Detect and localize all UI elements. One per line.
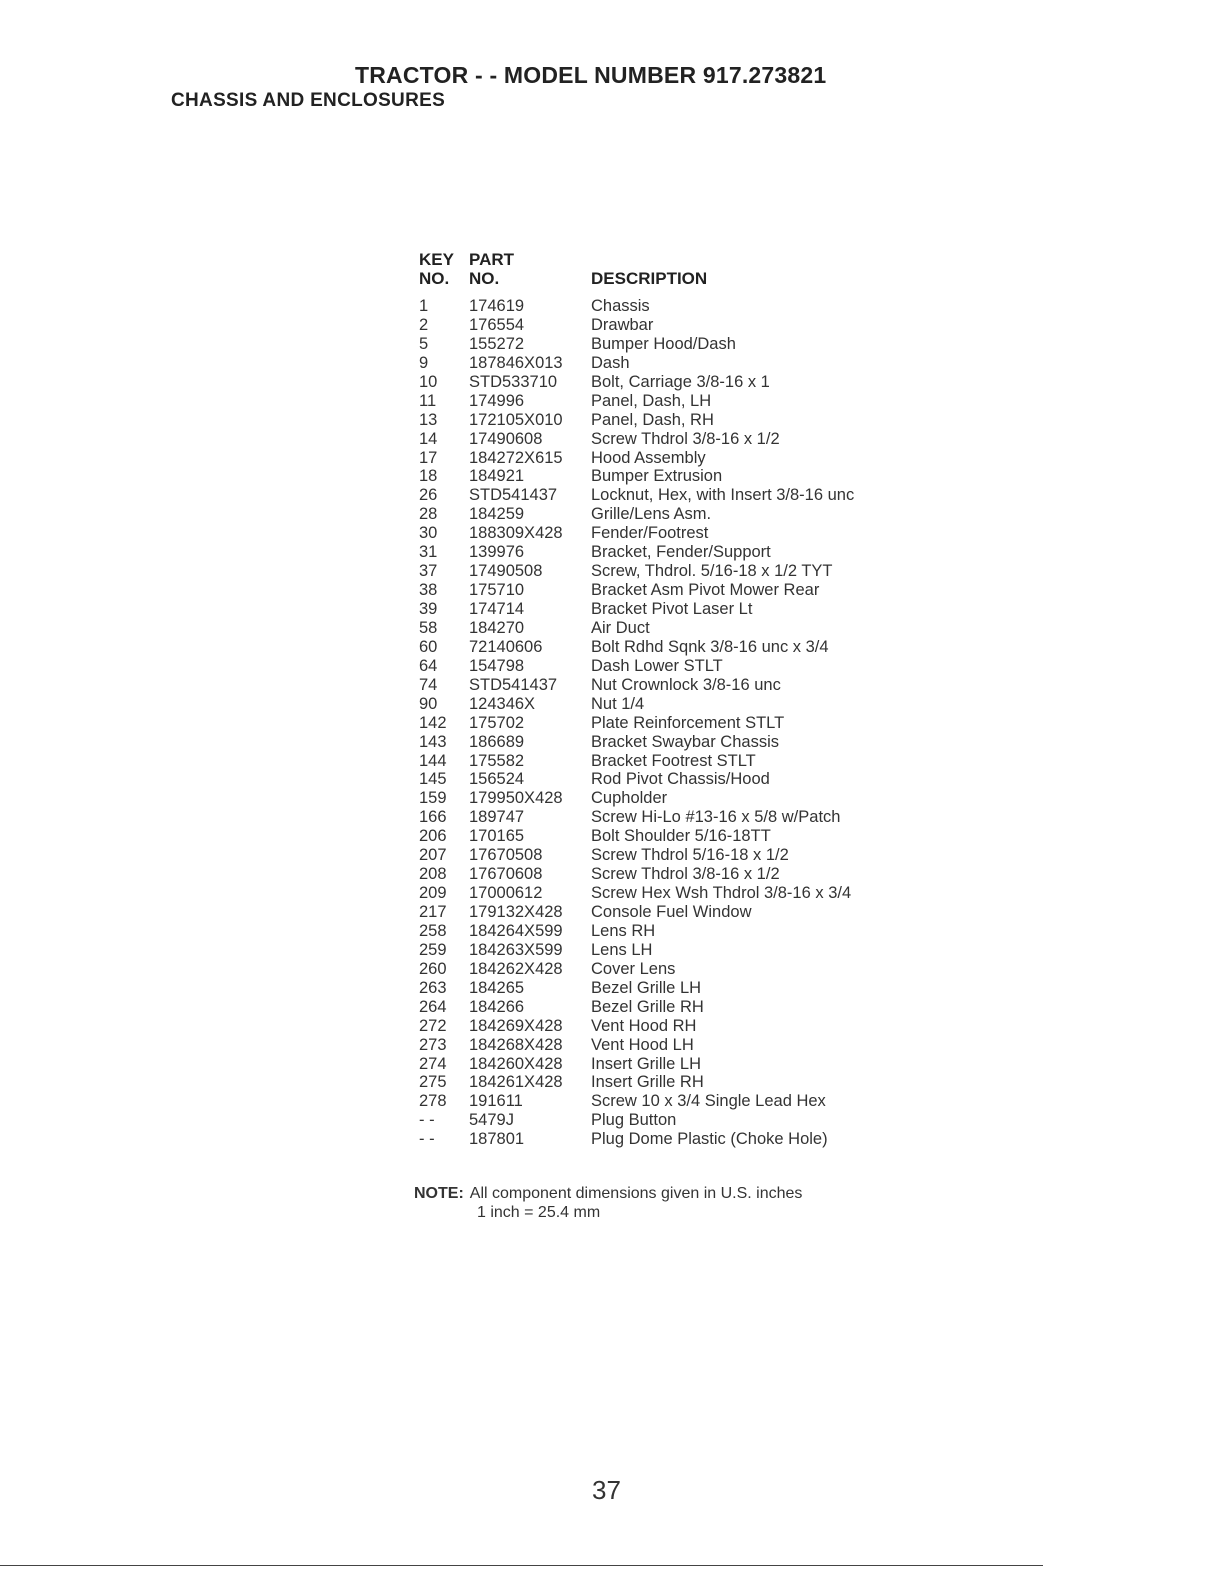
part-column-header-line1: PART — [469, 250, 515, 269]
description-column-header: DESCRIPTION — [591, 269, 708, 288]
part-description: Dash Lower STLT — [591, 656, 723, 675]
part-number: 174619 — [469, 297, 525, 315]
note — [414, 1184, 803, 1221]
part-number: 139976 — [469, 543, 525, 562]
part-description: Cover Lens — [591, 959, 676, 978]
part-number: 184265 — [469, 978, 525, 997]
part-description: Screw Hex Wsh Thdrol 3/8-16 x 3/4 — [591, 884, 852, 903]
part-key-number: 13 — [419, 410, 438, 429]
part-description: Rod Pivot Chassis/Hood — [591, 770, 770, 789]
part-key-number: 274 — [419, 1054, 447, 1073]
part-key-number: 10 — [419, 372, 438, 391]
part-number: STD541437 — [469, 675, 558, 694]
part-description: Insert Grille RH — [591, 1073, 704, 1092]
part-description: Console Fuel Window — [591, 903, 752, 921]
section-title: CHASSIS AND ENCLOSURES — [171, 90, 446, 111]
part-number: 184266 — [469, 997, 525, 1016]
part-description: Bolt, Carriage 3/8-16 x 1 — [591, 372, 770, 391]
part-number: 184272X615 — [469, 448, 563, 467]
part-description: Plate Reinforcement STLT — [591, 713, 785, 732]
part-key-number: 159 — [419, 789, 447, 808]
part-key-number: 259 — [419, 940, 447, 959]
part-number: 179132X428 — [469, 903, 563, 921]
part-description: Bracket Pivot Laser Lt — [591, 600, 753, 618]
part-description: Fender/Footrest — [591, 524, 709, 543]
part-key-number: 217 — [419, 903, 447, 921]
part-key-number: 263 — [419, 978, 447, 997]
part-number: 179950X428 — [469, 789, 563, 808]
part-key-number: 14 — [419, 429, 438, 448]
note-label: NOTE: — [414, 1185, 464, 1202]
part-description: Bumper Hood/Dash — [591, 334, 736, 353]
part-number: 187846X013 — [469, 353, 563, 372]
part-description: Drawbar — [591, 315, 654, 334]
part-number: 17490508 — [469, 562, 543, 581]
part-number: 155272 — [469, 334, 525, 353]
part-number: 191611 — [469, 1092, 523, 1111]
part-description: Nut 1/4 — [591, 694, 645, 713]
part-number: 176554 — [469, 315, 525, 334]
part-key-number: 26 — [419, 486, 438, 505]
part-description: Cupholder — [591, 789, 668, 808]
part-number: 124346X — [469, 694, 536, 713]
part-key-number: 208 — [419, 865, 447, 884]
part-description: Hood Assembly — [591, 448, 706, 467]
part-number: 72140606 — [469, 637, 543, 656]
part-description: Bracket Asm Pivot Mower Rear — [591, 581, 820, 600]
part-number: 184260X428 — [469, 1054, 563, 1073]
part-description: Screw Thdrol 3/8-16 x 1/2 — [591, 865, 780, 884]
part-number: 188309X428 — [469, 524, 563, 543]
part-number: 175582 — [469, 751, 525, 770]
part-key-number: 74 — [419, 675, 438, 694]
part-description: Bracket, Fender/Support — [591, 543, 771, 562]
note-text: All component dimensions given in U.S. inches — [469, 1185, 803, 1202]
part-key-number: 264 — [419, 997, 447, 1016]
part-key-number: 273 — [419, 1035, 447, 1054]
part-key-number: 275 — [419, 1073, 447, 1092]
part-key-number: 166 — [419, 808, 447, 827]
part-description: Dash — [591, 353, 630, 372]
part-key-number: 11 — [419, 391, 437, 410]
part-description: Nut Crownlock 3/8-16 unc — [591, 675, 781, 694]
key-column-header-line1: KEY — [419, 250, 454, 269]
part-key-number: 143 — [419, 732, 447, 751]
part-number: 175702 — [469, 713, 525, 732]
part-description: Insert Grille LH — [591, 1054, 702, 1073]
part-key-number: 144 — [419, 751, 447, 770]
part-description: Screw Thdrol 5/16-18 x 1/2 — [591, 846, 789, 865]
bottom-rule — [0, 1565, 1043, 1566]
part-key-number: - - — [419, 1111, 435, 1130]
part-key-number: 1 — [419, 297, 429, 315]
part-key-number: 207 — [419, 846, 447, 865]
part-number: STD533710 — [469, 372, 558, 391]
part-key-number: 142 — [419, 713, 447, 732]
part-number: 184264X599 — [469, 921, 563, 940]
part-description: Bumper Extrusion — [591, 467, 723, 486]
part-number: 184259 — [469, 505, 525, 524]
part-number: 184270 — [469, 618, 525, 637]
part-number: 5479J — [469, 1111, 514, 1130]
part-number: 184262X428 — [469, 959, 563, 978]
part-key-number: 18 — [419, 467, 438, 486]
part-key-number: 260 — [419, 959, 447, 978]
part-description: Screw Thdrol 3/8-16 x 1/2 — [591, 429, 780, 448]
part-column-header-line2: NO. — [469, 269, 500, 288]
part-description: Locknut, Hex, with Insert 3/8-16 unc — [591, 486, 855, 505]
part-description: Panel, Dash, LH — [591, 391, 712, 410]
part-key-number: 37 — [419, 562, 438, 581]
part-description: Screw, Thdrol. 5/16-18 x 1/2 TYT — [591, 562, 833, 581]
part-description: Chassis — [591, 297, 650, 315]
page-number: 37 — [592, 1475, 621, 1505]
part-number: 184268X428 — [469, 1035, 563, 1054]
part-number: 187801 — [469, 1130, 525, 1149]
part-key-number: 64 — [419, 656, 438, 675]
part-key-number: 58 — [419, 618, 438, 637]
part-number: STD541437 — [469, 486, 558, 505]
part-key-number: 17 — [419, 448, 438, 467]
part-description: Bolt Shoulder 5/16-18TT — [591, 827, 771, 846]
part-key-number: 90 — [419, 694, 438, 713]
part-description: Bracket Swaybar Chassis — [591, 732, 779, 751]
part-description: Grille/Lens Asm. — [591, 505, 712, 524]
part-key-number: 9 — [419, 353, 429, 372]
part-description: Plug Button — [591, 1111, 677, 1130]
part-number: 184263X599 — [469, 940, 563, 959]
part-description: Screw Hi-Lo #13-16 x 5/8 w/Patch — [591, 808, 841, 827]
part-key-number: 5 — [419, 334, 429, 353]
part-key-number: 39 — [419, 600, 438, 618]
key-column-header-line2: NO. — [419, 269, 450, 288]
part-key-number: 60 — [419, 637, 438, 656]
part-number: 186689 — [469, 732, 525, 751]
part-number: 154798 — [469, 656, 525, 675]
part-description: Screw 10 x 3/4 Single Lead Hex — [591, 1092, 826, 1111]
part-number: 156524 — [469, 770, 525, 789]
part-description: Bezel Grille LH — [591, 978, 702, 997]
part-number: 17000612 — [469, 884, 543, 903]
part-description: Bezel Grille RH — [591, 997, 704, 1016]
part-number: 172105X010 — [469, 410, 563, 429]
part-key-number: 31 — [419, 543, 438, 562]
part-key-number: 2 — [419, 315, 429, 334]
part-number: 17670508 — [469, 846, 543, 865]
part-description: Lens RH — [591, 921, 656, 940]
part-description: Air Duct — [591, 618, 650, 637]
part-number: 174996 — [469, 391, 525, 410]
part-number: 17490608 — [469, 429, 543, 448]
part-description: Bracket Footrest STLT — [591, 751, 756, 770]
part-number: 170165 — [469, 827, 525, 846]
part-key-number: 28 — [419, 505, 438, 524]
part-description: Lens LH — [591, 940, 653, 959]
part-key-number: 145 — [419, 770, 447, 789]
part-description: Vent Hood LH — [591, 1035, 694, 1054]
part-key-number: 30 — [419, 524, 438, 543]
part-number: 184261X428 — [469, 1073, 563, 1092]
part-key-number: 206 — [419, 827, 447, 846]
part-description: Vent Hood RH — [591, 1016, 697, 1035]
part-number: 17670608 — [469, 865, 543, 884]
part-description: Plug Dome Plastic (Choke Hole) — [591, 1130, 828, 1149]
part-description: Panel, Dash, RH — [591, 410, 714, 429]
part-key-number: 209 — [419, 884, 447, 903]
part-key-number: - - — [419, 1130, 435, 1149]
page-title: TRACTOR - - MODEL NUMBER 917.273821 — [355, 62, 827, 88]
part-key-number: 278 — [419, 1092, 447, 1111]
part-number: 189747 — [469, 808, 525, 827]
part-key-number: 258 — [419, 921, 447, 940]
note-conversion: 1 inch = 25.4 mm — [477, 1204, 601, 1221]
part-number: 184921 — [469, 467, 525, 486]
part-key-number: 272 — [419, 1016, 447, 1035]
part-number: 184269X428 — [469, 1016, 563, 1035]
part-number: 175710 — [469, 581, 525, 600]
part-description: Bolt Rdhd Sqnk 3/8-16 unc x 3/4 — [591, 637, 829, 656]
part-key-number: 38 — [419, 581, 438, 600]
part-number: 174714 — [469, 600, 525, 618]
